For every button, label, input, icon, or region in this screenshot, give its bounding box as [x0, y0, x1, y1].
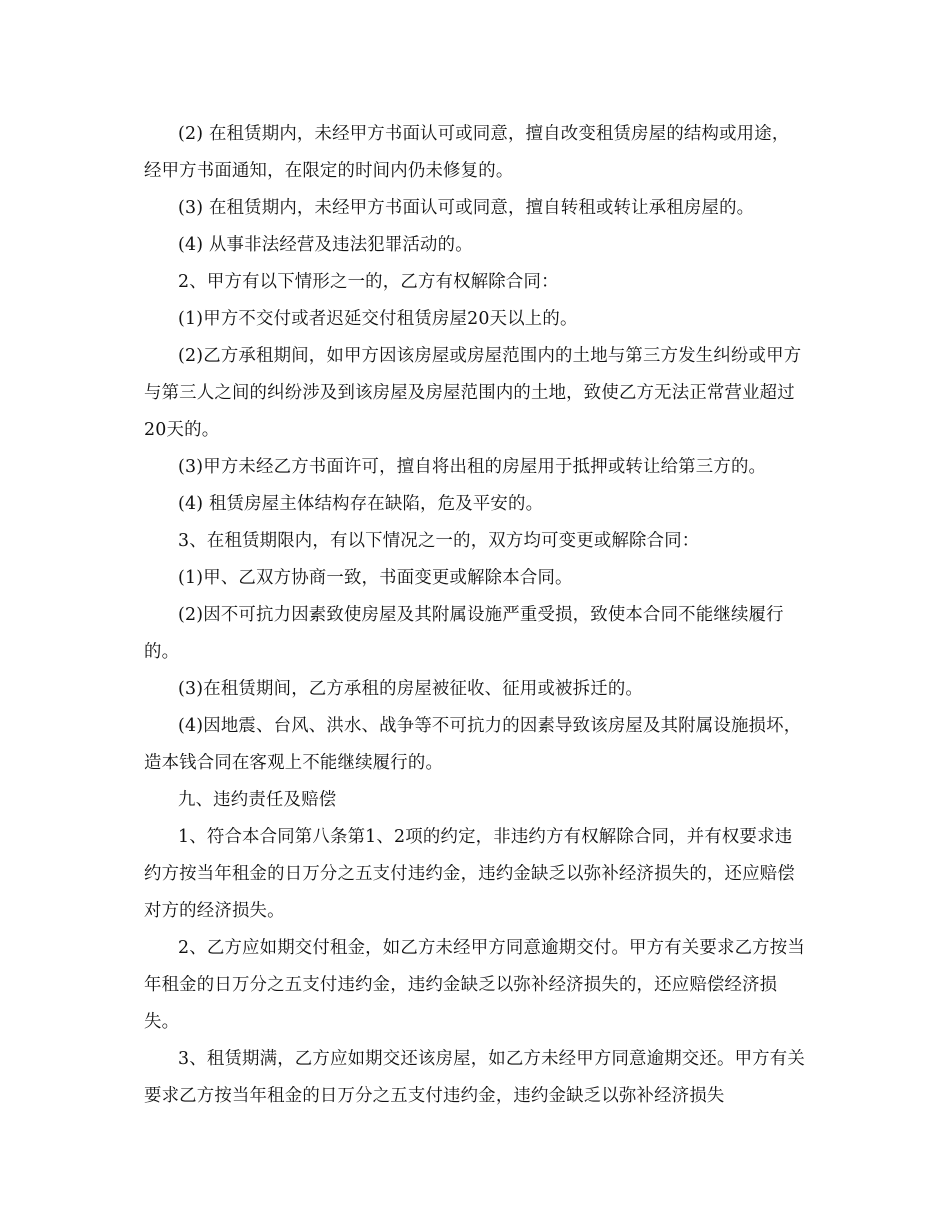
paragraph: (4)因地震、台风、洪水、战争等不可抗力的因素导致该房屋及其附属设施损坏，造本钱合同在客观上不能继续履行的。 — [144, 716, 802, 773]
paragraph: (4) 租赁房屋主体结构存在缺陷，危及平安的。 — [178, 494, 544, 514]
paragraph: (3)甲方未经乙方书面许可，擅自将出租的房屋用于抵押或转让给第三方的。 — [178, 457, 767, 477]
section-heading: 九、违约责任及赔偿 — [178, 790, 337, 810]
paragraph: 3、在租赁期限内，有以下情况之一的，双方均可变更或解除合同： — [178, 531, 700, 551]
paragraph: 2、乙方应如期交付租金，如乙方未经甲方同意逾期交付。甲方有关要求乙方按当年租金的日万分之五支付违约金，违约金缺乏以弥补经济损失的，还应赔偿经济损失。 — [144, 938, 805, 1032]
paragraph: (3)在租赁期间，乙方承租的房屋被征收、征用或被拆迁的。 — [178, 679, 644, 699]
paragraph: 2、甲方有以下情形之一的，乙方有权解除合同： — [178, 272, 559, 292]
paragraph: (1)甲方不交付或者迟延交付租赁房屋20天以上的。 — [178, 309, 578, 329]
paragraph: (1)甲、乙双方协商一致，书面变更或解除本合同。 — [178, 568, 573, 588]
paragraph: (2)因不可抗力因素致使房屋及其附属设施严重受损，致使本合同不能继续履行的。 — [144, 605, 784, 662]
paragraph: 1、符合本合同第八条第1、2项的约定，非违约方有权解除合同，并有权要求违约方按当年租金的日万分之五支付违约金，违约金缺乏以弥补经济损失的，还应赔偿对方的经济损失。 — [144, 827, 795, 921]
document-body — [144, 116, 806, 1115]
paragraph: (4) 从事非法经营及违法犯罪活动的。 — [178, 235, 473, 255]
paragraph: (2)乙方承租期间，如甲方因该房屋或房屋范围内的土地与第三方发生纠纷或甲方与第三人之间的纠纷涉及到该房屋及房屋范围内的土地，致使乙方无法正常营业超过20天的。 — [144, 346, 802, 440]
paragraph: (2) 在租赁期内，未经甲方书面认可或同意，擅自改变租赁房屋的结构或用途，经甲方书面通知，在限定的时间内仍未修复的。 — [144, 124, 790, 181]
paragraph: 3、租赁期满，乙方应如期交还该房屋，如乙方未经甲方同意逾期交还。甲方有关要求乙方按当年租金的日万分之五支付违约金，违约金缺乏以弥补经济损失 — [144, 1049, 805, 1106]
paragraph: (3) 在租赁期内，未经甲方书面认可或同意，擅自转租或转让承租房屋的。 — [178, 198, 755, 218]
